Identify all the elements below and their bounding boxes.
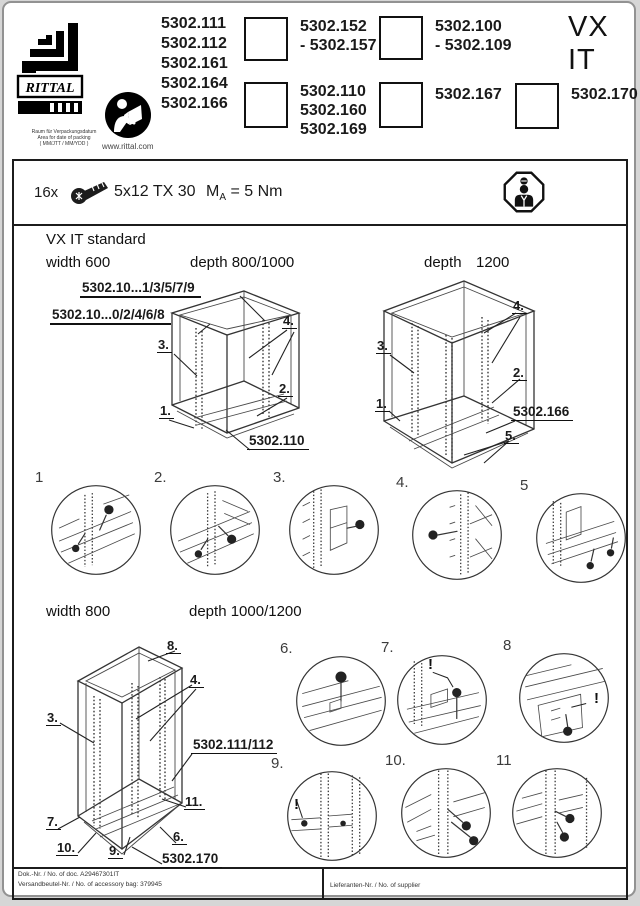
torque-spec (206, 183, 282, 203)
qualified-personnel-icon (502, 170, 546, 214)
detail-drawing (394, 652, 490, 748)
accessory-bag-number: Versandbeutel-Nr. / No. of accessory bag: 379945 (18, 881, 162, 888)
part-range: - 5302.109 (435, 37, 512, 54)
model-number: 5302.112 (161, 35, 227, 52)
detail-step-8 (503, 637, 612, 746)
part-range: 5302.160 (300, 102, 367, 119)
detail-drawing (533, 490, 629, 586)
detail-drawing (409, 487, 505, 583)
part-range: 5302.170 (571, 86, 638, 103)
part-label-5302111-112: 5302.111/112 (191, 738, 277, 754)
rail-part-label-odd: 5302.10...1/3/5/7/9 (80, 280, 201, 298)
detail-step-1 (35, 469, 144, 578)
callout-9: 9. (108, 844, 123, 859)
part-range: 5302.169 (300, 121, 367, 138)
detail-step-9 (271, 755, 380, 864)
checkbox-5302152[interactable] (244, 17, 288, 61)
checkbox-label-group (300, 17, 377, 55)
part-range: - 5302.157 (300, 37, 377, 54)
detail-number: 8 (503, 637, 512, 654)
footer-doc-cell (14, 867, 324, 898)
packing-date-note: Raum für Verpackungsdatum Area for date of packing ( MM/JTT / MM/YDD ) (31, 129, 97, 147)
callout-2: 2. (512, 366, 527, 381)
callout-8: 8. (166, 639, 181, 654)
depth-800-1000-label: depth 800/1000 (190, 254, 295, 271)
checkbox-5302110[interactable] (244, 82, 288, 128)
callout-1: 1. (375, 397, 390, 412)
alert-mark: ! (594, 690, 599, 707)
detail-step-5 (520, 477, 629, 586)
rittal-logo (16, 15, 84, 117)
detail-step-11 (496, 752, 605, 861)
detail-step-7 (381, 639, 490, 748)
detail-drawing (286, 482, 382, 578)
checkbox-5302167[interactable] (379, 82, 423, 128)
detail-number: 4. (396, 474, 409, 491)
part-label-5302166: 5302.166 (511, 405, 573, 421)
torque-value: = 5 Nm (226, 183, 283, 200)
detail-step-6 (280, 640, 389, 749)
callout-4: 4. (512, 299, 527, 314)
part-range: 5302.100 (435, 18, 502, 35)
callout-7: 7. (46, 815, 61, 830)
rack-drawing-w800 (34, 621, 326, 873)
rack-d1200-svg (334, 271, 636, 476)
screw-quantity: 16x (34, 184, 59, 201)
checkbox-label-group (435, 17, 512, 55)
checkbox-label-group (571, 85, 638, 104)
read-manual-icon (104, 91, 152, 139)
detail-step-3 (273, 469, 382, 578)
footer-table (12, 867, 628, 900)
callout-10: 10. (56, 841, 78, 856)
callout-2: 2. (278, 382, 293, 397)
torque-subscript: A (219, 192, 226, 204)
detail-drawing (293, 653, 389, 749)
detail-number: 2. (154, 469, 167, 486)
callout-1: 1. (159, 404, 174, 419)
model-number: 5302.166 (161, 95, 228, 112)
model-number: 5302.161 (161, 55, 228, 72)
detail-drawing (398, 765, 494, 861)
model-number-list (161, 14, 228, 114)
svg-text:RITTAL: RITTAL (25, 81, 75, 96)
detail-drawing (48, 482, 144, 578)
checkbox-label-group (435, 85, 502, 104)
part-range: 5302.110 (300, 83, 366, 100)
detail-drawing (167, 482, 263, 578)
checkbox-5302100[interactable] (379, 16, 423, 60)
detail-number: 3. (273, 469, 286, 486)
alert-mark: ! (294, 796, 299, 813)
supplier-number: Lieferanten-Nr. / No. of supplier (330, 882, 421, 889)
width-800-label: width 800 (46, 603, 111, 620)
detail-drawing (509, 765, 605, 861)
instruction-sheet (2, 1, 636, 897)
detail-number: 10. (385, 752, 406, 769)
detail-number: 5 (520, 477, 529, 494)
width-600-label: width 600 (46, 254, 111, 271)
torque-symbol: M (206, 183, 220, 200)
depth-label: depth (424, 254, 462, 271)
checkbox-5302170[interactable] (515, 83, 559, 129)
detail-step-2 (154, 469, 263, 578)
callout-6: 6. (172, 830, 187, 845)
model-number: 5302.111 (161, 15, 226, 32)
model-number: 5302.164 (161, 75, 228, 92)
callout-3: 3. (376, 339, 391, 354)
callout-4: 4. (189, 673, 204, 688)
rack-drawing-d1200 (334, 271, 636, 476)
website-url: www.rittal.com (102, 142, 154, 151)
depth-1000-1200-label: depth 1000/1200 (189, 603, 302, 620)
detail-drawing (284, 768, 380, 864)
screw-icon (68, 179, 112, 207)
rail-part-label-even: 5302.10...0/2/4/6/8 (50, 307, 171, 325)
callout-4: 4. (282, 314, 297, 329)
detail-step-10 (385, 752, 494, 861)
checkbox-label-group (300, 82, 367, 139)
detail-number: 7. (381, 639, 394, 656)
section-title: VX IT standard (46, 231, 146, 248)
part-label-5302110: 5302.110 (247, 434, 309, 450)
detail-number: 9. (271, 755, 284, 772)
detail-number: 1 (35, 469, 44, 486)
detail-step-4 (396, 474, 505, 583)
header-separator (13, 224, 626, 226)
callout-5: 5. (504, 429, 519, 444)
callout-11: 11. (184, 795, 205, 810)
part-label-5302170: 5302.170 (160, 852, 222, 868)
footer-supplier-cell (324, 867, 626, 898)
screw-spec: 5x12 TX 30 (114, 183, 196, 200)
alert-mark: ! (428, 656, 433, 673)
depth-1200-label: 1200 (476, 254, 510, 271)
callout-3: 3. (46, 711, 61, 726)
callout-3: 3. (157, 338, 172, 353)
part-range: 5302.167 (435, 86, 502, 103)
detail-number: 11 (496, 752, 512, 769)
detail-number: 6. (280, 640, 293, 657)
part-range: 5302.152 (300, 18, 367, 35)
product-title: VX IT (568, 11, 609, 76)
doc-number: Dok.-Nr. / No. of doc. A29467301IT (18, 871, 120, 878)
